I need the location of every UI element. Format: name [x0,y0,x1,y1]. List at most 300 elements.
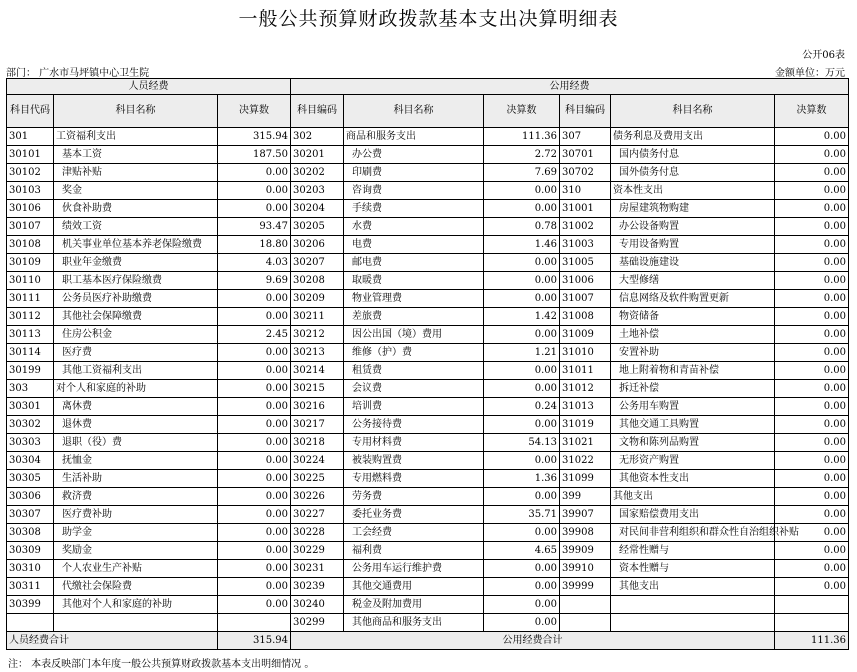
public-goods-amount-cell: 0.00 [484,578,560,596]
col-header-name: 科目名称 [611,95,775,128]
public-goods-name-cell: 劳务费 [344,488,484,506]
personnel-total-amount: 315.94 [218,632,291,650]
public-goods-name-cell: 委托业务费 [344,506,484,524]
table-row [7,254,849,272]
public-capital-amount-cell: 0.00 [775,488,849,506]
table-row [7,272,849,290]
public-capital-name-cell: 对民间非营利组织和群众性自治组织补贴 [611,524,775,542]
personnel-code-cell: 30113 [7,326,54,344]
public-goods-name-cell: 税金及附加费用 [344,596,484,614]
table-row [7,614,849,632]
public-goods-name-cell: 维修（护）费 [344,344,484,362]
public-capital-name-cell: 资本性支出 [611,182,775,200]
public-goods-name-cell: 其他交通费用 [344,578,484,596]
personnel-total-label: 人员经费合计 [7,632,218,650]
public-capital-name-cell: 经常性赠与 [611,542,775,560]
public-goods-code-cell: 30209 [291,290,344,308]
personnel-code-cell: 30107 [7,218,54,236]
personnel-code-cell: 30304 [7,452,54,470]
personnel-name-cell: 代缴社会保险费 [54,578,218,596]
col-header-code: 科目编码 [560,95,611,128]
public-goods-name-cell: 印刷费 [344,164,484,182]
totals-row [7,632,849,650]
personnel-name-cell: 抚恤金 [54,452,218,470]
personnel-amount-cell: 0.00 [218,362,291,380]
public-capital-amount-cell: 0.00 [775,164,849,182]
public-goods-code-cell: 30215 [291,380,344,398]
table-row [7,416,849,434]
public-capital-name-cell: 资本性赠与 [611,560,775,578]
public-goods-amount-cell: 0.00 [484,272,560,290]
public-capital-name-cell: 其他交通工具购置 [611,416,775,434]
public-goods-amount-cell: 0.00 [484,614,560,632]
personnel-amount-cell: 0.00 [218,164,291,182]
personnel-section-header: 人员经费 [7,79,291,95]
public-goods-amount-cell: 0.24 [484,398,560,416]
public-capital-amount-cell: 0.00 [775,434,849,452]
public-goods-name-cell: 公务用车运行维护费 [344,560,484,578]
public-capital-code-cell: 310 [560,182,611,200]
personnel-code-cell: 30111 [7,290,54,308]
public-capital-name-cell: 大型修缮 [611,272,775,290]
personnel-code-cell: 30310 [7,560,54,578]
public-goods-amount-cell: 0.00 [484,326,560,344]
personnel-amount-cell: 0.00 [218,182,291,200]
table-row [7,200,849,218]
table-row [7,470,849,488]
public-goods-amount-cell: 35.71 [484,506,560,524]
personnel-code-cell: 30112 [7,308,54,326]
personnel-code-cell: 30103 [7,182,54,200]
public-capital-code-cell: 399 [560,488,611,506]
public-goods-amount-cell: 1.46 [484,236,560,254]
table-row [7,452,849,470]
public-goods-amount-cell: 0.00 [484,416,560,434]
table-row [7,506,849,524]
public-goods-code-cell: 30218 [291,434,344,452]
public-goods-code-cell: 30224 [291,452,344,470]
public-capital-name-cell: 其他支出 [611,578,775,596]
public-total-amount: 111.36 [775,632,849,650]
public-capital-name-cell: 基础设施建设 [611,254,775,272]
public-goods-name-cell: 租赁费 [344,362,484,380]
public-capital-name-cell: 其他支出 [611,488,775,506]
table-body [7,128,849,632]
personnel-name-cell: 职业年金缴费 [54,254,218,272]
personnel-code-cell: 30307 [7,506,54,524]
public-capital-name-cell: 公务用车购置 [611,398,775,416]
personnel-name-cell: 生活补助 [54,470,218,488]
public-capital-code-cell: 39907 [560,506,611,524]
personnel-name-cell: 个人农业生产补贴 [54,560,218,578]
public-goods-amount-cell: 111.36 [484,128,560,146]
form-number: 公开06表 [802,50,845,61]
public-goods-amount-cell: 0.00 [484,596,560,614]
personnel-amount-cell: 0.00 [218,416,291,434]
public-capital-name-cell: 国内债务付息 [611,146,775,164]
public-capital-code-cell: 31006 [560,272,611,290]
public-capital-name-cell: 无形资产购置 [611,452,775,470]
personnel-code-cell: 30102 [7,164,54,182]
public-capital-amount-cell: 0.00 [775,578,849,596]
personnel-name-cell: 住房公积金 [54,326,218,344]
public-goods-name-cell: 水费 [344,218,484,236]
personnel-name-cell: 医疗费 [54,344,218,362]
public-goods-code-cell: 30216 [291,398,344,416]
personnel-name-cell: 其他工资福利支出 [54,362,218,380]
public-goods-code-cell: 30213 [291,344,344,362]
public-goods-name-cell: 因公出国（境）费用 [344,326,484,344]
table-row [7,308,849,326]
personnel-amount-cell: 0.00 [218,542,291,560]
page-title: 一般公共预算财政拨款基本支出决算明细表 [238,8,619,30]
public-goods-code-cell: 30206 [291,236,344,254]
public-capital-name-cell: 地上附着物和青苗补偿 [611,362,775,380]
public-capital-code-cell: 31012 [560,380,611,398]
public-goods-code-cell: 30229 [291,542,344,560]
public-goods-amount-cell: 0.00 [484,362,560,380]
personnel-amount-cell: 0.00 [218,578,291,596]
public-capital-amount-cell: 0.00 [775,506,849,524]
personnel-amount-cell: 0.00 [218,200,291,218]
personnel-code-cell [7,614,54,632]
personnel-amount-cell: 0.00 [218,452,291,470]
personnel-code-cell: 30399 [7,596,54,614]
public-goods-code-cell: 30217 [291,416,344,434]
personnel-amount-cell [218,614,291,632]
public-goods-amount-cell: 0.00 [484,200,560,218]
public-capital-code-cell: 31007 [560,290,611,308]
personnel-code-cell: 30305 [7,470,54,488]
personnel-amount-cell: 0.00 [218,596,291,614]
col-header-code: 科目编码 [291,95,344,128]
table-row [7,596,849,614]
personnel-amount-cell: 0.00 [218,470,291,488]
public-goods-name-cell: 电费 [344,236,484,254]
public-goods-name-cell: 会议费 [344,380,484,398]
public-goods-name-cell: 专用材料费 [344,434,484,452]
personnel-amount-cell: 315.94 [218,128,291,146]
public-goods-code-cell: 30228 [291,524,344,542]
public-goods-name-cell: 培训费 [344,398,484,416]
personnel-name-cell [54,614,218,632]
public-goods-code-cell: 30203 [291,182,344,200]
public-goods-amount-cell: 0.00 [484,560,560,578]
public-capital-code-cell: 31009 [560,326,611,344]
public-goods-amount-cell: 0.00 [484,524,560,542]
personnel-code-cell: 30303 [7,434,54,452]
personnel-code-cell: 30306 [7,488,54,506]
public-capital-amount-cell: 0.00 [775,452,849,470]
table-row [7,218,849,236]
personnel-name-cell: 基本工资 [54,146,218,164]
personnel-amount-cell: 0.00 [218,398,291,416]
department-label: 部门： 广水市马坪镇中心卫生院 [6,68,150,79]
col-header-name: 科目名称 [54,95,218,128]
personnel-code-cell: 30106 [7,200,54,218]
personnel-code-cell: 30302 [7,416,54,434]
personnel-code-cell: 30311 [7,578,54,596]
personnel-amount-cell: 18.80 [218,236,291,254]
public-capital-name-cell: 文物和陈列品购置 [611,434,775,452]
personnel-code-cell: 303 [7,380,54,398]
col-header-code: 科目代码 [7,95,54,128]
public-goods-code-cell: 30239 [291,578,344,596]
public-capital-amount-cell: 0.00 [775,218,849,236]
public-goods-amount-cell: 0.00 [484,290,560,308]
public-goods-code-cell: 30231 [291,560,344,578]
public-goods-amount-cell: 0.00 [484,254,560,272]
personnel-code-cell: 30108 [7,236,54,254]
table-row [7,434,849,452]
footnote: 注： 本表反映部门本年度一般公共预算财政拨款基本支出明细情况 。 [8,659,315,670]
public-capital-code-cell: 30701 [560,146,611,164]
public-goods-code-cell: 30201 [291,146,344,164]
public-capital-amount-cell: 0.00 [775,272,849,290]
public-capital-amount-cell: 0.00 [775,470,849,488]
personnel-code-cell: 30109 [7,254,54,272]
public-goods-code-cell: 30205 [291,218,344,236]
personnel-amount-cell: 0.00 [218,290,291,308]
personnel-name-cell: 退职（役）费 [54,434,218,452]
public-capital-amount-cell [775,614,849,632]
personnel-name-cell: 职工基本医疗保险缴费 [54,272,218,290]
public-capital-amount-cell: 0.00 [775,290,849,308]
public-capital-name-cell: 债务利息及费用支出 [611,128,775,146]
public-capital-code-cell: 31010 [560,344,611,362]
personnel-amount-cell: 0.00 [218,434,291,452]
public-goods-code-cell: 30207 [291,254,344,272]
table-row [7,488,849,506]
personnel-name-cell: 工资福利支出 [54,128,218,146]
public-capital-amount-cell: 0.00 [775,308,849,326]
public-goods-code-cell: 302 [291,128,344,146]
personnel-code-cell: 30308 [7,524,54,542]
public-capital-code-cell: 31003 [560,236,611,254]
public-goods-code-cell: 30225 [291,470,344,488]
public-goods-name-cell: 邮电费 [344,254,484,272]
public-capital-code-cell: 31021 [560,434,611,452]
personnel-name-cell: 其他社会保障缴费 [54,308,218,326]
public-capital-code-cell: 39908 [560,524,611,542]
public-capital-amount-cell: 0.00 [775,524,849,542]
public-capital-name-cell: 国外债务付息 [611,164,775,182]
public-goods-code-cell: 30226 [291,488,344,506]
col-header-name: 科目名称 [344,95,484,128]
public-goods-name-cell: 公务接待费 [344,416,484,434]
table-row [7,182,849,200]
table-row [7,128,849,146]
personnel-name-cell: 机关事业单位基本养老保险缴费 [54,236,218,254]
personnel-code-cell: 30101 [7,146,54,164]
public-goods-code-cell: 30227 [291,506,344,524]
personnel-amount-cell: 0.00 [218,308,291,326]
personnel-amount-cell: 187.50 [218,146,291,164]
personnel-code-cell: 30114 [7,344,54,362]
personnel-name-cell: 救济费 [54,488,218,506]
table-row [7,398,849,416]
public-capital-amount-cell: 0.00 [775,200,849,218]
table-row [7,290,849,308]
personnel-name-cell: 绩效工资 [54,218,218,236]
public-goods-name-cell: 其他商品和服务支出 [344,614,484,632]
table-row [7,560,849,578]
personnel-name-cell: 津贴补贴 [54,164,218,182]
public-goods-name-cell: 被装购置费 [344,452,484,470]
public-capital-code-cell: 31022 [560,452,611,470]
public-goods-name-cell: 福利费 [344,542,484,560]
public-section-header: 公用经费 [291,79,849,95]
public-capital-amount-cell: 0.00 [775,542,849,560]
public-goods-name-cell: 取暖费 [344,272,484,290]
public-total-label: 公用经费合计 [291,632,775,650]
col-header-amount: 决算数 [484,95,560,128]
table-row [7,362,849,380]
public-capital-code-cell: 31005 [560,254,611,272]
public-goods-amount-cell: 0.00 [484,182,560,200]
public-capital-amount-cell: 0.00 [775,560,849,578]
public-goods-amount-cell: 1.36 [484,470,560,488]
public-goods-amount-cell: 0.00 [484,452,560,470]
public-capital-amount-cell: 0.00 [775,236,849,254]
unit-label: 金额单位：万元 [775,68,845,79]
personnel-name-cell: 退休费 [54,416,218,434]
public-capital-amount-cell: 0.00 [775,326,849,344]
table-row [7,578,849,596]
public-capital-code-cell: 307 [560,128,611,146]
personnel-amount-cell: 0.00 [218,524,291,542]
public-capital-name-cell: 其他资本性支出 [611,470,775,488]
public-capital-name-cell: 拆迁补偿 [611,380,775,398]
public-capital-amount-cell: 0.00 [775,398,849,416]
table-row [7,542,849,560]
public-goods-name-cell: 咨询费 [344,182,484,200]
personnel-amount-cell: 0.00 [218,506,291,524]
personnel-code-cell: 30301 [7,398,54,416]
personnel-name-cell: 奖金 [54,182,218,200]
personnel-name-cell: 离休费 [54,398,218,416]
table-row [7,146,849,164]
public-goods-name-cell: 专用燃料费 [344,470,484,488]
public-capital-name-cell: 安置补助 [611,344,775,362]
public-capital-name-cell: 专用设备购置 [611,236,775,254]
public-capital-code-cell: 31099 [560,470,611,488]
personnel-name-cell: 助学金 [54,524,218,542]
public-goods-code-cell: 30204 [291,200,344,218]
public-goods-name-cell: 差旅费 [344,308,484,326]
public-capital-name-cell: 信息网络及软件购置更新 [611,290,775,308]
public-capital-code-cell: 31011 [560,362,611,380]
public-goods-code-cell: 30240 [291,596,344,614]
public-goods-name-cell: 办公费 [344,146,484,164]
public-goods-amount-cell: 2.72 [484,146,560,164]
personnel-code-cell: 301 [7,128,54,146]
public-capital-amount-cell: 0.00 [775,128,849,146]
public-goods-amount-cell: 1.21 [484,344,560,362]
public-capital-name-cell: 办公设备购置 [611,218,775,236]
personnel-amount-cell: 93.47 [218,218,291,236]
public-capital-amount-cell [775,596,849,614]
col-header-amount: 决算数 [775,95,849,128]
public-goods-amount-cell: 0.00 [484,488,560,506]
personnel-name-cell: 奖励金 [54,542,218,560]
expenditure-table [6,78,849,650]
personnel-name-cell: 伙食补助费 [54,200,218,218]
public-capital-code-cell: 31002 [560,218,611,236]
personnel-name-cell: 公务员医疗补助缴费 [54,290,218,308]
col-header-amount: 决算数 [218,95,291,128]
public-capital-code-cell: 31019 [560,416,611,434]
public-capital-name-cell [611,614,775,632]
public-goods-code-cell: 30299 [291,614,344,632]
public-capital-amount-cell: 0.00 [775,182,849,200]
public-goods-code-cell: 30208 [291,272,344,290]
table-row [7,380,849,398]
public-goods-amount-cell: 1.42 [484,308,560,326]
public-capital-code-cell: 31013 [560,398,611,416]
public-capital-code-cell: 31001 [560,200,611,218]
table-row [7,344,849,362]
public-capital-code-cell: 39999 [560,578,611,596]
public-capital-code-cell [560,614,611,632]
personnel-amount-cell: 0.00 [218,560,291,578]
public-goods-amount-cell: 4.65 [484,542,560,560]
public-goods-amount-cell: 7.69 [484,164,560,182]
public-goods-code-cell: 30211 [291,308,344,326]
public-capital-name-cell: 土地补偿 [611,326,775,344]
personnel-name-cell: 医疗费补助 [54,506,218,524]
personnel-amount-cell: 0.00 [218,488,291,506]
public-capital-amount-cell: 0.00 [775,254,849,272]
personnel-code-cell: 30199 [7,362,54,380]
public-goods-code-cell: 30212 [291,326,344,344]
public-capital-amount-cell: 0.00 [775,344,849,362]
personnel-name-cell: 其他对个人和家庭的补助 [54,596,218,614]
public-goods-name-cell: 物业管理费 [344,290,484,308]
public-capital-code-cell: 39909 [560,542,611,560]
public-goods-amount-cell: 54.13 [484,434,560,452]
personnel-code-cell: 30309 [7,542,54,560]
public-capital-code-cell: 30702 [560,164,611,182]
personnel-amount-cell: 0.00 [218,344,291,362]
public-goods-code-cell: 30202 [291,164,344,182]
table-row [7,524,849,542]
public-capital-name-cell [611,596,775,614]
public-capital-amount-cell: 0.00 [775,416,849,434]
public-goods-amount-cell: 0.78 [484,218,560,236]
public-goods-name-cell: 商品和服务支出 [344,128,484,146]
personnel-amount-cell: 2.45 [218,326,291,344]
personnel-amount-cell: 9.69 [218,272,291,290]
public-capital-name-cell: 物资储备 [611,308,775,326]
public-capital-code-cell: 39910 [560,560,611,578]
public-capital-amount-cell: 0.00 [775,380,849,398]
personnel-amount-cell: 4.03 [218,254,291,272]
personnel-amount-cell: 0.00 [218,380,291,398]
public-capital-code-cell [560,596,611,614]
personnel-name-cell: 对个人和家庭的补助 [54,380,218,398]
table-row [7,164,849,182]
public-goods-code-cell: 30214 [291,362,344,380]
personnel-code-cell: 30110 [7,272,54,290]
public-goods-name-cell: 工会经费 [344,524,484,542]
public-capital-code-cell: 31008 [560,308,611,326]
public-capital-name-cell: 国家赔偿费用支出 [611,506,775,524]
table-row [7,326,849,344]
public-capital-amount-cell: 0.00 [775,146,849,164]
public-capital-amount-cell: 0.00 [775,362,849,380]
public-goods-name-cell: 手续费 [344,200,484,218]
